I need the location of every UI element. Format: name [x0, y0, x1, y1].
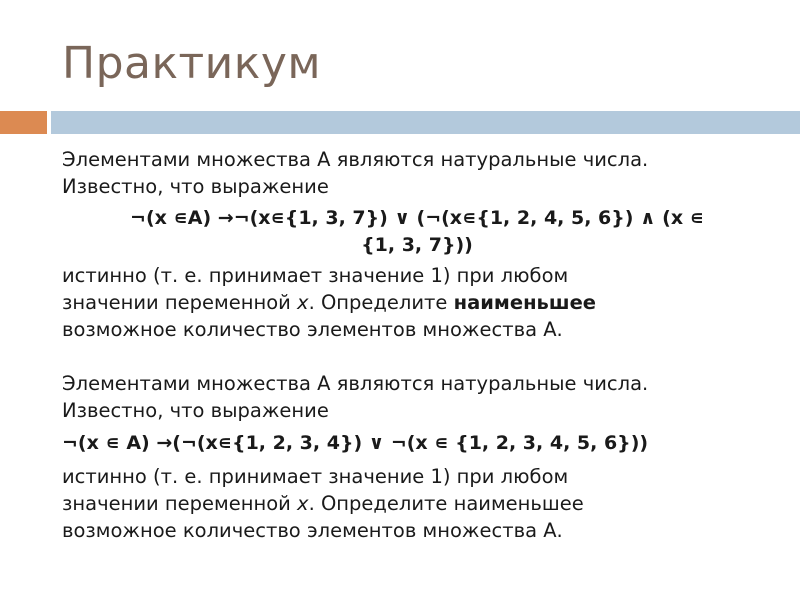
task-2-expression: [62, 430, 772, 457]
task-1-expression: [62, 205, 772, 259]
task-1-question-line-2a: значении переменной: [62, 291, 298, 314]
task-1-variable-x: x: [297, 291, 309, 314]
task-1-question: [62, 262, 772, 343]
task-2-question: [62, 463, 772, 544]
task-1-expression-line-2: {1, 3, 7})): [361, 234, 473, 256]
task-1-question-line-3: возможное количество элементов множества А.: [62, 318, 563, 341]
task-1-intro-line-2: Известно, что выражение: [62, 175, 329, 198]
task-2-question-line-2b: . Определите наименьшее: [308, 492, 584, 515]
slide-body: [62, 146, 772, 544]
task-2: [62, 370, 772, 544]
task-1-intro-line-1: Элементами множества А являются натуральные числа.: [62, 148, 649, 171]
task-2-intro-line-1: Элементами множества А являются натуральные числа.: [62, 372, 649, 395]
task-separator: [62, 343, 772, 370]
task-2-intro-line-2: Известно, что выражение: [62, 399, 329, 422]
task-1-expression-line-1: ¬(x ∊A) →¬(x∊{1, 3, 7}) ∨ (¬(x∊{1, 2, 4, 5, 6}) ∧ (x ∊: [130, 207, 704, 229]
title-accent-bar-orange: [0, 111, 47, 134]
task-2-variable-x: x: [297, 492, 309, 515]
task-2-expression-line-1: ¬(x ∊ A) →(¬(x∊{1, 2, 3, 4}) ∨ ¬(x ∊ {1, 2, 3, 4, 5, 6})): [62, 432, 649, 454]
task-1-question-line-1: истинно (т. е. принимает значение 1) при любом: [62, 264, 569, 287]
task-1-question-line-2b: . Определите: [308, 291, 454, 314]
task-1-intro: [62, 146, 772, 200]
task-2-intro: [62, 370, 772, 424]
task-1: [62, 146, 772, 343]
task-2-question-line-3: возможное количество элементов множества А.: [62, 519, 563, 542]
task-1-emphasis-smallest: наименьшее: [453, 291, 597, 314]
task-2-question-line-2a: значении переменной: [62, 492, 298, 515]
task-2-question-line-1: истинно (т. е. принимает значение 1) при любом: [62, 465, 569, 488]
slide-title: Практикум: [62, 38, 322, 89]
title-accent-bar-blue: [51, 111, 800, 134]
